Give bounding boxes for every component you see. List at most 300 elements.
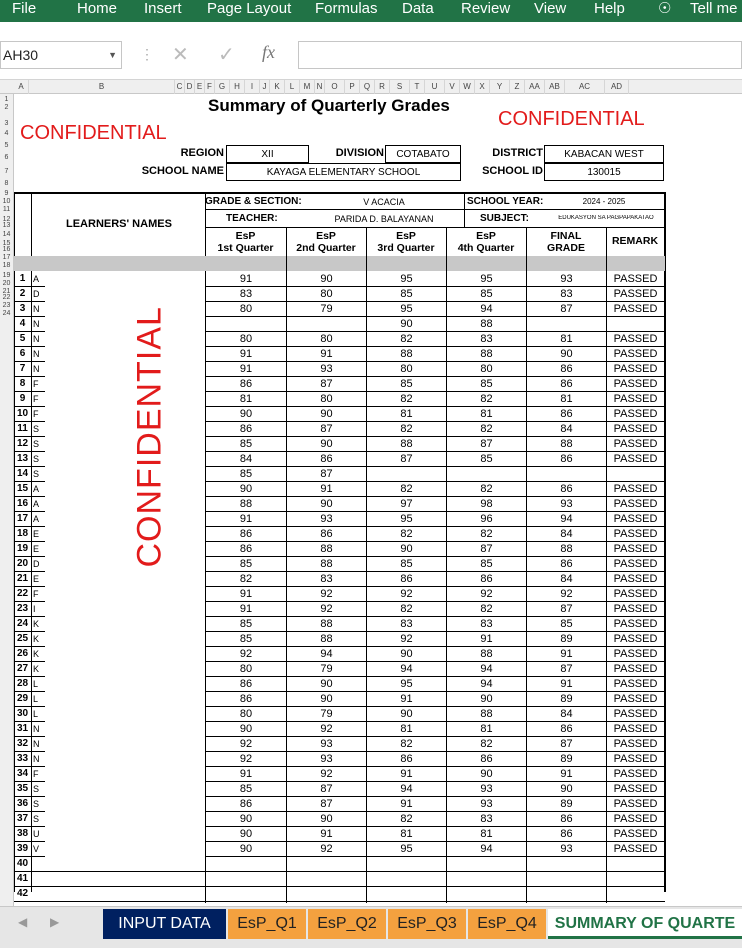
final-grade-cell[interactable]: 90 <box>526 348 606 363</box>
grade-cell-q1[interactable]: 85 <box>205 438 286 453</box>
grade-cell-q3[interactable] <box>366 468 446 483</box>
grade-cell-q1[interactable]: 91 <box>205 363 286 378</box>
tab-esp-q3[interactable]: EsP_Q3 <box>388 909 466 939</box>
grade-cell-q3[interactable]: 94 <box>366 663 446 678</box>
grade-cell-q2[interactable]: 87 <box>286 423 366 438</box>
grade-cell-q4[interactable]: 86 <box>446 753 526 768</box>
grade-cell-q3[interactable]: 95 <box>366 843 446 858</box>
column-header-u[interactable]: U <box>425 80 445 94</box>
grade-cell-q4[interactable]: 93 <box>446 798 526 813</box>
grade-cell-q2[interactable]: 87 <box>286 468 366 483</box>
final-grade-cell[interactable] <box>526 888 606 903</box>
grade-cell-q1[interactable]: 91 <box>205 273 286 288</box>
row-header-11[interactable]: 11 <box>2 206 11 213</box>
final-grade-cell[interactable]: 84 <box>526 423 606 438</box>
column-header-x[interactable]: X <box>475 80 490 94</box>
grade-cell-q1[interactable]: 92 <box>205 738 286 753</box>
grade-cell-q3[interactable]: 80 <box>366 363 446 378</box>
grade-cell-q1[interactable]: 91 <box>205 513 286 528</box>
grade-cell-q1[interactable]: 86 <box>205 678 286 693</box>
grade-cell-q3[interactable]: 95 <box>366 273 446 288</box>
menu-file[interactable]: File <box>12 0 37 17</box>
grade-cell-q4[interactable]: 95 <box>446 273 526 288</box>
grade-cell-q1[interactable]: 84 <box>205 453 286 468</box>
final-grade-cell[interactable]: 91 <box>526 678 606 693</box>
grade-cell-q4[interactable]: 82 <box>446 603 526 618</box>
grade-cell-q1[interactable]: 86 <box>205 423 286 438</box>
remark-cell[interactable]: PASSED <box>606 753 664 768</box>
column-header-q[interactable]: Q <box>360 80 375 94</box>
column-header-e[interactable]: E <box>195 80 205 94</box>
insert-function-icon[interactable]: fx <box>262 42 275 62</box>
row-header-18[interactable]: 18 <box>2 262 11 269</box>
row-header-17[interactable]: 17 <box>2 254 11 261</box>
final-grade-cell[interactable]: 86 <box>526 408 606 423</box>
remark-cell[interactable]: PASSED <box>606 708 664 723</box>
grade-cell-q4[interactable]: 94 <box>446 843 526 858</box>
grade-cell-q2[interactable]: 87 <box>286 783 366 798</box>
grade-cell-q3[interactable]: 97 <box>366 498 446 513</box>
remark-cell[interactable]: PASSED <box>606 813 664 828</box>
grade-cell-q3[interactable]: 92 <box>366 633 446 648</box>
grade-cell-q2[interactable]: 88 <box>286 633 366 648</box>
grade-cell-q1[interactable]: 92 <box>205 753 286 768</box>
column-header-p[interactable]: P <box>345 80 360 94</box>
grade-cell-q4[interactable]: 94 <box>446 678 526 693</box>
final-grade-cell[interactable]: 89 <box>526 633 606 648</box>
final-grade-cell[interactable]: 86 <box>526 483 606 498</box>
final-grade-cell[interactable]: 93 <box>526 273 606 288</box>
grade-cell-q3[interactable]: 82 <box>366 423 446 438</box>
remark-cell[interactable]: PASSED <box>606 768 664 783</box>
column-header-i[interactable]: I <box>245 80 260 94</box>
column-header-y[interactable]: Y <box>490 80 510 94</box>
column-header-a[interactable]: A <box>14 80 29 94</box>
grade-cell-q3[interactable]: 91 <box>366 798 446 813</box>
grade-cell-q1[interactable]: 91 <box>205 588 286 603</box>
chevron-down-icon[interactable]: ▼ <box>108 50 117 60</box>
remark-cell[interactable]: PASSED <box>606 423 664 438</box>
grade-cell-q4[interactable]: 85 <box>446 378 526 393</box>
grade-cell-q1[interactable]: 86 <box>205 378 286 393</box>
grade-cell-q3[interactable]: 88 <box>366 438 446 453</box>
remark-cell[interactable]: PASSED <box>606 333 664 348</box>
grade-cell-q3[interactable]: 82 <box>366 813 446 828</box>
grade-cell-q2[interactable]: 90 <box>286 693 366 708</box>
column-header-h[interactable]: H <box>230 80 245 94</box>
final-grade-cell[interactable]: 88 <box>526 543 606 558</box>
grade-cell-q1[interactable]: 90 <box>205 813 286 828</box>
grade-cell-q3[interactable]: 85 <box>366 378 446 393</box>
remark-cell[interactable]: PASSED <box>606 483 664 498</box>
grade-cell-q1[interactable]: 81 <box>205 393 286 408</box>
grade-cell-q2[interactable]: 92 <box>286 723 366 738</box>
grade-cell-q2[interactable]: 79 <box>286 303 366 318</box>
grade-cell-q1[interactable]: 90 <box>205 828 286 843</box>
final-grade-cell[interactable]: 87 <box>526 603 606 618</box>
grade-cell-q3[interactable]: 91 <box>366 768 446 783</box>
grade-cell-q2[interactable]: 92 <box>286 603 366 618</box>
grade-cell-q1[interactable]: 92 <box>205 648 286 663</box>
row-header-20[interactable]: 20 <box>2 280 11 287</box>
remark-cell[interactable]: PASSED <box>606 498 664 513</box>
grade-cell-q4[interactable]: 98 <box>446 498 526 513</box>
menu-review[interactable]: Review <box>461 0 511 17</box>
grade-cell-q2[interactable]: 79 <box>286 708 366 723</box>
grade-cell-q2[interactable] <box>286 318 366 333</box>
grade-cell-q2[interactable]: 87 <box>286 798 366 813</box>
grade-cell-q1[interactable]: 80 <box>205 333 286 348</box>
grade-cell-q1[interactable]: 80 <box>205 708 286 723</box>
column-header-j[interactable]: J <box>260 80 270 94</box>
final-grade-cell[interactable]: 91 <box>526 768 606 783</box>
grade-cell-q1[interactable]: 85 <box>205 618 286 633</box>
remark-cell[interactable]: PASSED <box>606 738 664 753</box>
grade-cell-q4[interactable]: 87 <box>446 438 526 453</box>
column-header-b[interactable]: B <box>29 80 175 94</box>
grade-cell-q2[interactable] <box>286 888 366 903</box>
row-header-24[interactable]: 24 <box>2 310 11 317</box>
final-grade-cell[interactable]: 86 <box>526 813 606 828</box>
grade-cell-q1[interactable]: 90 <box>205 483 286 498</box>
remark-cell[interactable] <box>606 468 664 483</box>
final-grade-cell[interactable] <box>526 873 606 888</box>
grade-cell-q2[interactable]: 92 <box>286 768 366 783</box>
grade-cell-q2[interactable]: 80 <box>286 288 366 303</box>
column-header-z[interactable]: Z <box>510 80 525 94</box>
grade-cell-q4[interactable]: 80 <box>446 363 526 378</box>
final-grade-cell[interactable]: 91 <box>526 648 606 663</box>
grade-cell-q4[interactable]: 86 <box>446 573 526 588</box>
grade-cell-q3[interactable]: 86 <box>366 573 446 588</box>
remark-cell[interactable]: PASSED <box>606 348 664 363</box>
column-header-aa[interactable]: AA <box>525 80 545 94</box>
grade-cell-q2[interactable]: 83 <box>286 573 366 588</box>
grade-cell-q4[interactable] <box>446 468 526 483</box>
final-grade-cell[interactable]: 92 <box>526 588 606 603</box>
column-header-ad[interactable]: AD <box>605 80 629 94</box>
grade-cell-q2[interactable]: 90 <box>286 678 366 693</box>
grade-cell-q4[interactable]: 94 <box>446 303 526 318</box>
column-header-l[interactable]: L <box>285 80 300 94</box>
grade-cell-q4[interactable]: 85 <box>446 453 526 468</box>
grade-cell-q4[interactable] <box>446 873 526 888</box>
scroll-tabs-right-icon[interactable]: ▶ <box>50 915 60 929</box>
row-header-3[interactable]: 3 <box>4 120 9 127</box>
menu-insert[interactable]: Insert <box>144 0 182 17</box>
grade-cell-q1[interactable]: 85 <box>205 783 286 798</box>
grade-cell-q4[interactable]: 90 <box>446 693 526 708</box>
remark-cell[interactable]: PASSED <box>606 363 664 378</box>
row-header-4[interactable]: 4 <box>4 130 9 137</box>
grade-cell-q4[interactable]: 81 <box>446 828 526 843</box>
final-grade-cell[interactable]: 87 <box>526 303 606 318</box>
grade-cell-q2[interactable]: 93 <box>286 363 366 378</box>
remark-cell[interactable]: PASSED <box>606 693 664 708</box>
final-grade-cell[interactable]: 87 <box>526 663 606 678</box>
row-header-7[interactable]: 7 <box>4 168 9 175</box>
grade-cell-q2[interactable]: 93 <box>286 738 366 753</box>
final-grade-cell[interactable]: 86 <box>526 363 606 378</box>
final-grade-cell[interactable] <box>526 468 606 483</box>
grade-cell-q1[interactable]: 85 <box>205 558 286 573</box>
grade-cell-q4[interactable]: 92 <box>446 588 526 603</box>
row-header-23[interactable]: 23 <box>2 302 11 309</box>
grade-cell-q4[interactable]: 90 <box>446 768 526 783</box>
tab-esp-q4[interactable]: EsP_Q4 <box>468 909 546 939</box>
grade-cell-q1[interactable]: 90 <box>205 723 286 738</box>
grade-cell-q2[interactable]: 88 <box>286 558 366 573</box>
menu-formulas[interactable]: Formulas <box>315 0 378 17</box>
grade-cell-q4[interactable]: 82 <box>446 738 526 753</box>
remark-cell[interactable] <box>606 873 664 888</box>
column-header-ac[interactable]: AC <box>565 80 605 94</box>
grade-cell-q3[interactable]: 81 <box>366 723 446 738</box>
grade-cell-q4[interactable]: 94 <box>446 663 526 678</box>
remark-cell[interactable]: PASSED <box>606 783 664 798</box>
cancel-icon[interactable]: ✕ <box>172 44 189 66</box>
final-grade-cell[interactable]: 86 <box>526 453 606 468</box>
row-header-2[interactable]: 2 <box>4 104 9 111</box>
menu-page-layout[interactable]: Page Layout <box>207 0 292 17</box>
remark-cell[interactable]: PASSED <box>606 678 664 693</box>
tell-me-search[interactable]: Tell me <box>690 0 738 17</box>
grade-cell-q3[interactable]: 85 <box>366 288 446 303</box>
column-header-w[interactable]: W <box>460 80 475 94</box>
final-grade-cell[interactable]: 94 <box>526 513 606 528</box>
final-grade-cell[interactable]: 84 <box>526 573 606 588</box>
scroll-tabs-left-icon[interactable]: ◀ <box>18 915 28 929</box>
column-header-n[interactable]: N <box>315 80 325 94</box>
grade-cell-q4[interactable] <box>446 858 526 873</box>
row-header-21[interactable]: 21 <box>2 288 11 295</box>
grade-cell-q2[interactable] <box>286 873 366 888</box>
grade-cell-q4[interactable]: 85 <box>446 288 526 303</box>
grade-cell-q1[interactable]: 86 <box>205 798 286 813</box>
remark-cell[interactable]: PASSED <box>606 618 664 633</box>
final-grade-cell[interactable]: 85 <box>526 618 606 633</box>
grade-cell-q1[interactable] <box>205 858 286 873</box>
grade-cell-q3[interactable]: 81 <box>366 408 446 423</box>
grade-cell-q4[interactable]: 91 <box>446 633 526 648</box>
grade-cell-q4[interactable]: 83 <box>446 618 526 633</box>
remark-cell[interactable]: PASSED <box>606 798 664 813</box>
final-grade-cell[interactable]: 81 <box>526 393 606 408</box>
remark-cell[interactable]: PASSED <box>606 663 664 678</box>
grade-cell-q2[interactable]: 91 <box>286 348 366 363</box>
final-grade-cell[interactable] <box>526 858 606 873</box>
grade-cell-q3[interactable]: 82 <box>366 483 446 498</box>
grade-cell-q4[interactable]: 93 <box>446 783 526 798</box>
remark-cell[interactable]: PASSED <box>606 408 664 423</box>
grade-cell-q1[interactable]: 90 <box>205 408 286 423</box>
grade-cell-q2[interactable]: 88 <box>286 543 366 558</box>
remark-cell[interactable]: PASSED <box>606 573 664 588</box>
menu-home[interactable]: Home <box>77 0 118 17</box>
row-header-19[interactable]: 19 <box>2 272 11 279</box>
grade-cell-q1[interactable]: 80 <box>205 663 286 678</box>
grade-cell-q3[interactable]: 85 <box>366 558 446 573</box>
grade-cell-q4[interactable]: 85 <box>446 558 526 573</box>
grade-cell-q3[interactable] <box>366 873 446 888</box>
grade-cell-q1[interactable]: 85 <box>205 468 286 483</box>
grade-cell-q3[interactable]: 82 <box>366 603 446 618</box>
remark-cell[interactable] <box>606 888 664 903</box>
grade-cell-q1[interactable]: 91 <box>205 768 286 783</box>
row-header-22[interactable]: 22 <box>2 294 11 301</box>
remark-cell[interactable]: PASSED <box>606 393 664 408</box>
remark-cell[interactable]: PASSED <box>606 543 664 558</box>
grade-cell-q3[interactable]: 90 <box>366 648 446 663</box>
grade-cell-q1[interactable]: 80 <box>205 303 286 318</box>
grade-cell-q2[interactable]: 93 <box>286 753 366 768</box>
grade-cell-q2[interactable]: 88 <box>286 618 366 633</box>
grade-cell-q4[interactable]: 96 <box>446 513 526 528</box>
grade-cell-q1[interactable]: 91 <box>205 603 286 618</box>
remark-cell[interactable]: PASSED <box>606 723 664 738</box>
column-header-f[interactable]: F <box>205 80 215 94</box>
grade-cell-q1[interactable] <box>205 888 286 903</box>
row-header-10[interactable]: 10 <box>2 198 11 205</box>
grade-cell-q2[interactable]: 90 <box>286 498 366 513</box>
grade-cell-q4[interactable]: 82 <box>446 483 526 498</box>
grade-cell-q4[interactable]: 81 <box>446 723 526 738</box>
grade-cell-q1[interactable]: 83 <box>205 288 286 303</box>
remark-cell[interactable]: PASSED <box>606 438 664 453</box>
grade-cell-q3[interactable]: 95 <box>366 303 446 318</box>
grade-cell-q3[interactable]: 82 <box>366 393 446 408</box>
row-header-16[interactable]: 16 <box>2 246 11 253</box>
grade-cell-q4[interactable]: 81 <box>446 408 526 423</box>
column-header-g[interactable]: G <box>215 80 230 94</box>
grade-cell-q1[interactable]: 85 <box>205 633 286 648</box>
column-header-ab[interactable]: AB <box>545 80 565 94</box>
grade-cell-q3[interactable]: 94 <box>366 783 446 798</box>
row-header-9[interactable]: 9 <box>4 190 9 197</box>
final-grade-cell[interactable]: 89 <box>526 693 606 708</box>
final-grade-cell[interactable]: 86 <box>526 378 606 393</box>
grade-cell-q2[interactable]: 79 <box>286 663 366 678</box>
final-grade-cell[interactable]: 90 <box>526 783 606 798</box>
grade-cell-q3[interactable]: 95 <box>366 678 446 693</box>
grade-cell-q2[interactable]: 91 <box>286 828 366 843</box>
grade-cell-q1[interactable]: 82 <box>205 573 286 588</box>
final-grade-cell[interactable]: 86 <box>526 558 606 573</box>
remark-cell[interactable] <box>606 318 664 333</box>
grade-cell-q3[interactable]: 81 <box>366 828 446 843</box>
final-grade-cell[interactable]: 89 <box>526 753 606 768</box>
grade-cell-q3[interactable] <box>366 888 446 903</box>
row-header-15[interactable]: 15 <box>2 240 11 247</box>
menu-help[interactable]: Help <box>594 0 625 17</box>
column-header-t[interactable]: T <box>410 80 425 94</box>
grade-cell-q4[interactable]: 82 <box>446 528 526 543</box>
grade-cell-q2[interactable]: 92 <box>286 588 366 603</box>
worksheet[interactable] <box>14 94 742 906</box>
remark-cell[interactable]: PASSED <box>606 828 664 843</box>
remark-cell[interactable]: PASSED <box>606 378 664 393</box>
grade-cell-q3[interactable]: 90 <box>366 543 446 558</box>
grade-cell-q1[interactable] <box>205 318 286 333</box>
grade-cell-q3[interactable]: 82 <box>366 528 446 543</box>
remark-cell[interactable]: PASSED <box>606 273 664 288</box>
grade-cell-q2[interactable]: 93 <box>286 513 366 528</box>
column-header-s[interactable]: S <box>390 80 410 94</box>
column-header-d[interactable]: D <box>185 80 195 94</box>
grade-cell-q3[interactable]: 91 <box>366 693 446 708</box>
grade-cell-q4[interactable]: 88 <box>446 648 526 663</box>
grade-cell-q1[interactable]: 90 <box>205 843 286 858</box>
grade-cell-q3[interactable] <box>366 858 446 873</box>
grade-cell-q3[interactable]: 86 <box>366 753 446 768</box>
tab-esp-q2[interactable]: EsP_Q2 <box>308 909 386 939</box>
remark-cell[interactable]: PASSED <box>606 603 664 618</box>
grade-cell-q1[interactable]: 86 <box>205 528 286 543</box>
column-header-k[interactable]: K <box>270 80 285 94</box>
enter-icon[interactable]: ✓ <box>218 44 235 66</box>
final-grade-cell[interactable] <box>526 318 606 333</box>
grade-cell-q4[interactable]: 82 <box>446 393 526 408</box>
final-grade-cell[interactable]: 86 <box>526 723 606 738</box>
drag-handle-icon[interactable]: ⋮ <box>140 46 154 62</box>
row-header-1[interactable]: 1 <box>4 96 9 103</box>
grade-cell-q2[interactable] <box>286 858 366 873</box>
name-box[interactable]: AH30 ▼ <box>0 41 122 69</box>
final-grade-cell[interactable]: 88 <box>526 438 606 453</box>
grade-cell-q2[interactable]: 86 <box>286 453 366 468</box>
grade-cell-q4[interactable]: 88 <box>446 318 526 333</box>
grade-cell-q2[interactable]: 86 <box>286 528 366 543</box>
grade-cell-q3[interactable]: 82 <box>366 333 446 348</box>
grade-cell-q3[interactable]: 88 <box>366 348 446 363</box>
tab-input-data[interactable]: INPUT DATA <box>103 909 226 939</box>
row-header-13[interactable]: 13 <box>2 222 11 229</box>
formula-input[interactable] <box>298 41 742 69</box>
row-header-5[interactable]: 5 <box>4 142 9 149</box>
grade-cell-q2[interactable]: 94 <box>286 648 366 663</box>
final-grade-cell[interactable]: 81 <box>526 333 606 348</box>
remark-cell[interactable]: PASSED <box>606 558 664 573</box>
column-header-c[interactable]: C <box>175 80 185 94</box>
grade-cell-q2[interactable]: 90 <box>286 408 366 423</box>
grade-cell-q3[interactable]: 82 <box>366 738 446 753</box>
remark-cell[interactable]: PASSED <box>606 453 664 468</box>
grade-cell-q3[interactable]: 87 <box>366 453 446 468</box>
grade-cell-q4[interactable]: 83 <box>446 333 526 348</box>
final-grade-cell[interactable]: 89 <box>526 798 606 813</box>
remark-cell[interactable]: PASSED <box>606 528 664 543</box>
remark-cell[interactable]: PASSED <box>606 633 664 648</box>
grade-cell-q2[interactable]: 80 <box>286 333 366 348</box>
grade-cell-q1[interactable]: 86 <box>205 693 286 708</box>
final-grade-cell[interactable]: 83 <box>526 288 606 303</box>
grade-cell-q2[interactable]: 90 <box>286 438 366 453</box>
grade-cell-q4[interactable]: 88 <box>446 708 526 723</box>
grade-cell-q2[interactable]: 90 <box>286 273 366 288</box>
final-grade-cell[interactable]: 84 <box>526 708 606 723</box>
remark-cell[interactable]: PASSED <box>606 843 664 858</box>
grade-cell-q4[interactable]: 88 <box>446 348 526 363</box>
grade-cell-q3[interactable]: 90 <box>366 708 446 723</box>
row-header-6[interactable]: 6 <box>4 154 9 161</box>
grade-cell-q2[interactable]: 91 <box>286 483 366 498</box>
grade-cell-q3[interactable]: 90 <box>366 318 446 333</box>
tab-esp-q1[interactable]: EsP_Q1 <box>228 909 306 939</box>
menu-data[interactable]: Data <box>402 0 434 17</box>
grade-cell-q1[interactable]: 88 <box>205 498 286 513</box>
grade-cell-q2[interactable]: 80 <box>286 393 366 408</box>
grade-cell-q3[interactable]: 95 <box>366 513 446 528</box>
